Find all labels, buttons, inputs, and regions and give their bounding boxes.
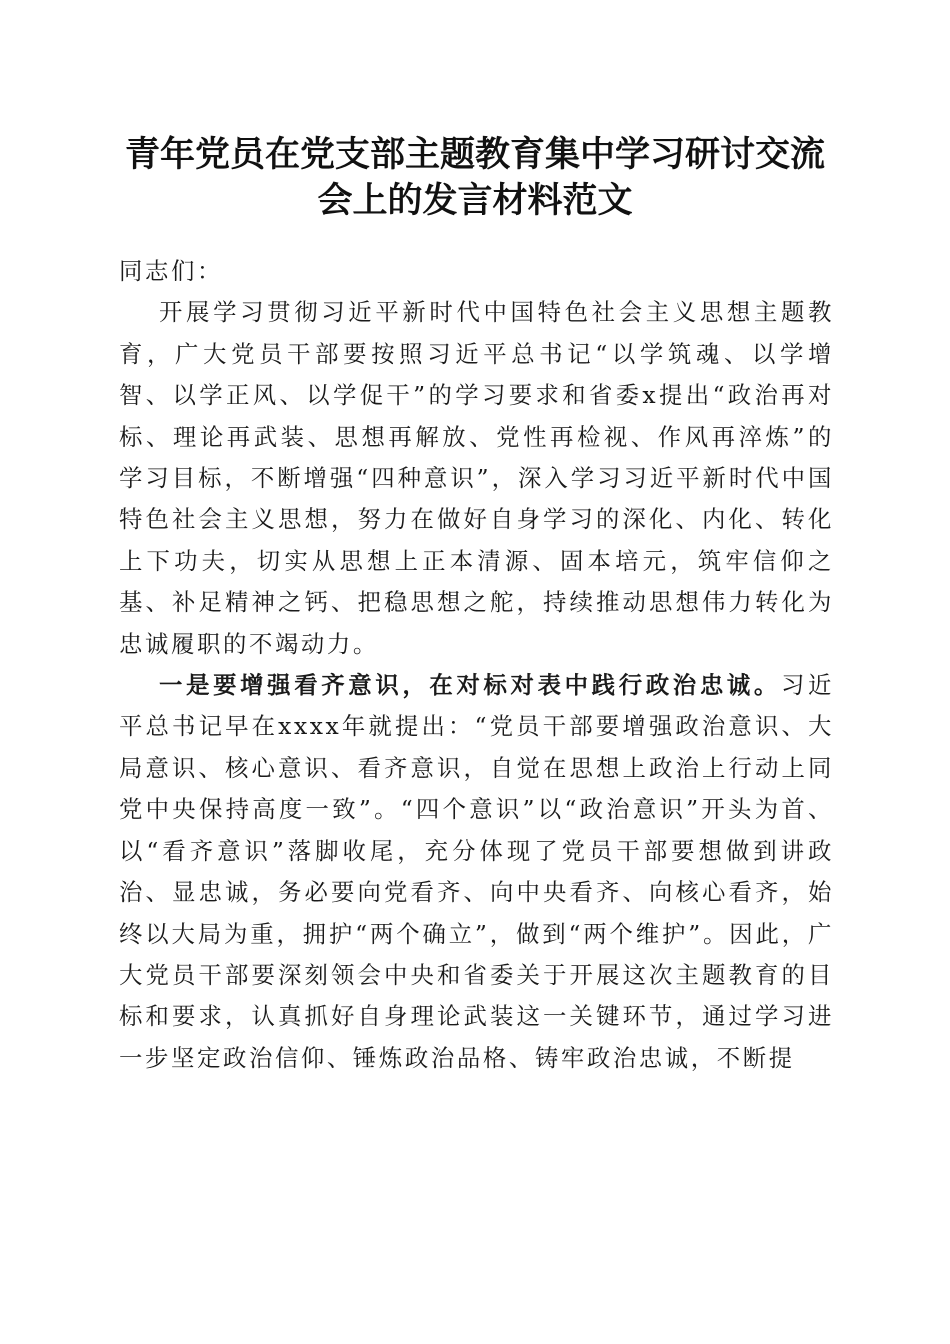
title-line-2: 会上的发言材料范文 [317, 180, 633, 221]
paragraph-2-body: 习近平总书记早在xxxx年就提出：“党员干部要增强政治意识、大局意识、核心意识、看齐意识，自觉在思想上政治上行动上同党中央保持高度一致”。“四个意识”以“政治意识”开头为首、以“看齐意识”落脚收尾，充分体现了党员干部要想做到讲政治、显忠诚，务必要向党看齐、向中央看齐、向核心看齐，始终以大局为重，拥护“两个确立”，做到“两个维护”。因此，广大党员干部要深刻领会中央和省委关于开展这次主题教育的目标和要求，认真抓好自身理论武装这一关键环节，通过学习进一步坚定政治信仰、锤炼政治品格、铸牢政治忠诚，不断提 [119, 671, 834, 1072]
paragraph-2 [119, 665, 834, 1079]
paragraph-2-lead: 一是要增强看齐意识，在对标对表中践行政治忠诚。 [159, 671, 781, 700]
salutation: 同志们： [119, 257, 223, 285]
document-title [100, 132, 850, 224]
document-body [119, 251, 834, 1079]
paragraph-1: 开展学习贯彻习近平新时代中国特色社会主义思想主题教育，广大党员干部要按照习近平总书记“以学筑魂、以学增智、以学正风、以学促干”的学习要求和省委x提出“政治再对标、理论再武装、思想再解放、党性再检视、作风再淬炼”的学习目标，不断增强“四种意识”，深入学习习近平新时代中国特色社会主义思想，努力在做好自身学习的深化、内化、转化上下功夫，切实从思想上正本清源、固本培元，筑牢信仰之基、补足精神之钙、把稳思想之舵，持续推动思想伟力转化为忠诚履职的不竭动力。 [119, 298, 834, 658]
title-line-1: 青年党员在党支部主题教育集中学习研讨交流 [124, 134, 825, 175]
